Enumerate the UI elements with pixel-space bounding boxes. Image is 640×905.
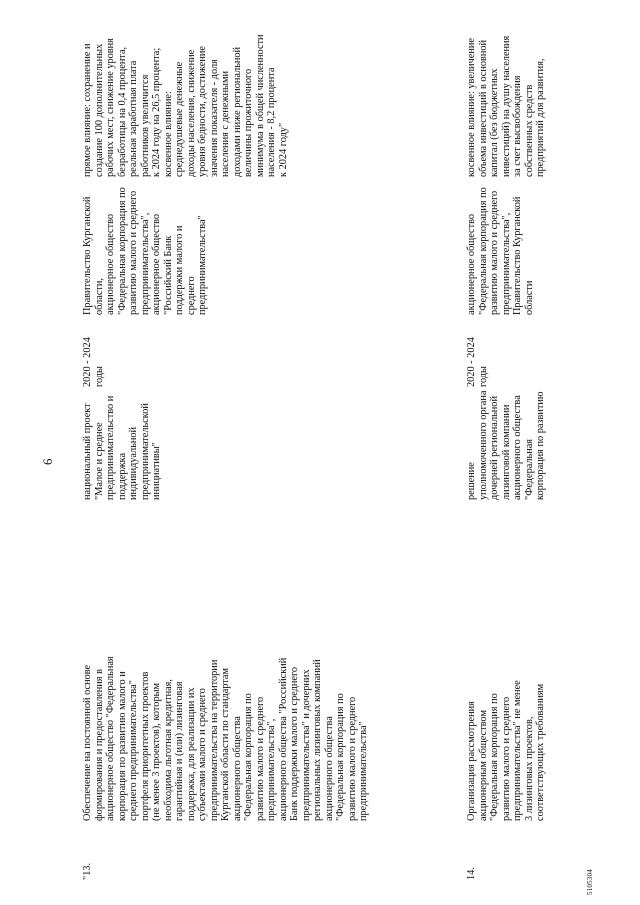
row-14-term: 2020 - 2024 годы [466, 337, 489, 387]
row-13-basis: национальный проект "Малое и среднее предпринимательство и поддержка индивидуальной предпринимательской инициативы" [82, 395, 162, 500]
row-14-activity: Организация рассмотрения акционерным обществом "Федеральная корпорация по развитию малого и среднего предпринимательства" не менее 3 лизинговых проектов, соответствующих требованиям [466, 680, 546, 821]
row-14-result: косвенное влияние: увеличение объема инвестиций в основной капитал (без бюджетных инвестиций) на душу населения за счет высвобождения собственных средств предприятий для развития, [466, 35, 546, 177]
row-14-executors: акционерное общество "Федеральная корпорация по развитию малого и среднего предпринимательства", Правительство Курганской области [466, 187, 535, 315]
row-13-result: прямое влияние: сохранение и создание 100 дополнительных рабочих мест, снижение уровня безработицы на 0,4 процента, реальная заработная плата работников увеличится к 2024 году на 26,5 процента; косвенное влияние: среднедушевые денежные доходы населения, снижение уровня бедности, достижение значения показателя - доля населения с денежными доходами ниже региональной величины прожиточного минимума в общей численности населения - 8,2 процента к 2024 году" [82, 34, 289, 177]
row-13-number: "13. [82, 862, 93, 880]
row-13-activity: Обеспечение на постоянной основе формирования и предоставления в акционерное общество "Федеральная корпорация по развитию малого и среднего предпринимательства" портфеля приоритетных проектов (не менее 3 проектов), которым необходима льготная кредитная, гарантийная и (или) лизинговая поддержка, для реализации их субъектами малого и среднего предпринимательства на территории Курганской области по стандартам акционерного общества "Федеральная корпорация по развитию малого и среднего предпринимательства", акционерного общества "Российский Банк поддержки малого и среднего предпринимательства" и дочерних региональных лизинговых компаний акционерного общества "Федеральная корпорация по развитию малого и среднего предпринимательства" [82, 656, 369, 821]
document-id: 5105304 [586, 869, 594, 895]
row-14-number: 14. [466, 867, 477, 880]
page-number: 6 [40, 458, 55, 465]
row-13-executors: Правительство Курганской области, акционерное общество "Федеральная корпорация по развитию малого и среднего предпринимательства", акционерное общество "Российский Банк поддержки малого и среднего предпринимательства" [82, 187, 208, 315]
row-13-term: 2020 - 2024 годы [82, 337, 105, 387]
row-14-basis: решение уполномоченного органа дочерней региональной лизинговой компании акционерного общества "Федеральная корпорация по развитию [466, 390, 546, 500]
